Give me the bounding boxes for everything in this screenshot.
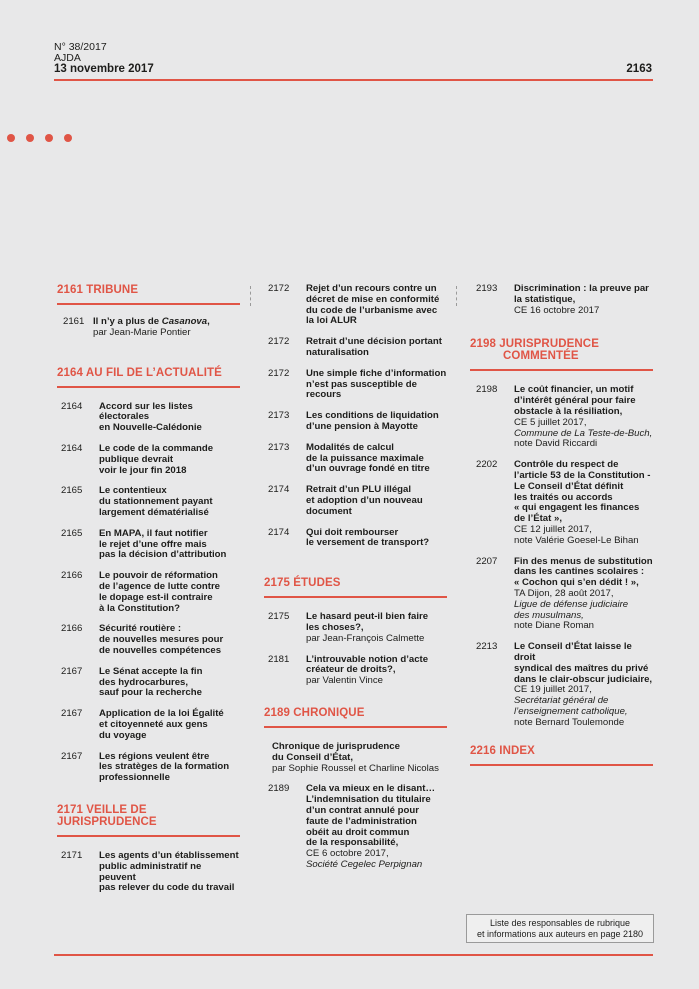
dot-icon	[7, 134, 15, 142]
toc-entry[interactable]	[61, 851, 240, 894]
notice-box: Liste des responsables de rubrique et informations aux auteurs en page 2180	[466, 914, 654, 943]
toc-entry[interactable]	[476, 557, 653, 633]
entry-page: 2167	[61, 708, 83, 720]
section-veille	[57, 804, 240, 894]
entry-title: Il n’y a plus de Casanova,	[93, 316, 210, 327]
entry-title: Les régions veulent être les stratèges de la formation professionnelle	[99, 750, 230, 784]
entry-page: 2189	[268, 783, 290, 795]
issue-number: N° 38/2017	[54, 41, 107, 53]
entry-title: Retrait d’un PLU illégal et adoption d’un nouveau document	[306, 484, 423, 517]
section-index	[470, 745, 653, 766]
entry-reference: CE 16 octobre 2017	[514, 304, 600, 316]
section-heading[interactable]: 2164 AU FIL DE L’ACTUALITÉ	[57, 367, 240, 388]
issue-date: 13 novembre 2017	[54, 63, 154, 75]
entry-title: Le coût financier, un motif d’intérêt général pour faire obstacle à la résiliation,	[514, 384, 636, 417]
entry-list	[57, 851, 240, 894]
entry-list	[470, 385, 653, 728]
page-number: 2163	[626, 63, 652, 75]
entry-title: Le contentieux du stationnement payant largement dématérialisé	[99, 485, 213, 518]
entry-case-name: Ligue de défense judiciaire des musulmans,	[514, 598, 629, 621]
entry-reference: CE 19 juillet 2017,	[514, 684, 592, 696]
entry-page: 2174	[268, 526, 290, 538]
toc-entry[interactable]	[268, 612, 447, 644]
dot-icon	[26, 134, 34, 142]
toc-entry[interactable]	[61, 709, 240, 741]
entry-page: 2173	[268, 410, 290, 422]
entry-title: Modalités de calcul de la puissance maximale d’un ouvrage fondé en titre	[306, 441, 430, 475]
toc-entry[interactable]	[268, 369, 447, 401]
entry-author: par Sophie Roussel et Charline Nicolas	[272, 762, 439, 774]
entry-reference: par Jean-François Calmette	[306, 632, 425, 644]
toc-entry[interactable]	[476, 284, 653, 316]
toc-entry[interactable]	[61, 402, 240, 434]
toc-entry[interactable]	[61, 624, 240, 656]
toc-entry[interactable]	[268, 784, 447, 870]
column-separator	[250, 286, 251, 306]
entry-page: 2193	[476, 283, 498, 294]
entry-page: 2165	[61, 527, 83, 539]
entry-author: par Jean-Marie Pontier	[93, 326, 191, 338]
entry-case-name: Secrétariat général de l’enseignement catholique,	[514, 695, 628, 717]
journal-name: AJDA	[54, 52, 81, 64]
entry-title: Le Sénat accepte la fin des hydrocarbures, sauf pour la recherche	[99, 665, 203, 699]
toc-entry[interactable]	[268, 655, 447, 687]
column-1	[57, 284, 240, 904]
entry-page: 2167	[61, 750, 83, 762]
entry-case-name: Société Cegelec Perpignan	[306, 858, 423, 870]
decorative-dots	[7, 134, 72, 142]
entry-title: Le pouvoir de réformation de l’agence de lutte contre le dopage est-il contraire à la Constitution?	[99, 570, 221, 614]
section-heading[interactable]: 2161 TRIBUNE	[57, 284, 240, 305]
toc-entry[interactable]	[268, 443, 447, 475]
toc-entry[interactable]	[61, 486, 240, 518]
section-actualite	[57, 367, 240, 784]
entry-reference: par Valentin Vince	[306, 675, 383, 687]
entry-page: 2213	[476, 641, 498, 653]
toc-entry[interactable]	[61, 571, 240, 614]
entry-page: 2172	[268, 336, 290, 348]
entry-page: 2175	[268, 611, 290, 623]
entry-page: 2198	[476, 384, 498, 396]
section-commentee	[470, 338, 653, 728]
entry-author: note Diane Roman	[514, 620, 594, 632]
section-chronique	[264, 707, 447, 871]
entry-author: note Bernard Toulemonde	[514, 716, 625, 728]
footer-rule	[54, 954, 653, 956]
entry-page: 2174	[268, 484, 290, 496]
entry-page: 2167	[61, 665, 83, 677]
dot-icon	[64, 134, 72, 142]
entry-title: Les conditions de liquidation d’une pension à Mayotte	[306, 410, 439, 432]
entry-page: 2164	[61, 400, 83, 412]
section-heading[interactable]: 2175 ÉTUDES	[264, 577, 447, 598]
entry-reference: CE 6 octobre 2017,	[306, 848, 389, 860]
entry-title: Une simple fiche d’information n’est pas susceptible de recours	[306, 367, 447, 401]
toc-entry[interactable]	[61, 667, 240, 699]
section-heading[interactable]: 2198 JURISPRUDENCE COMMENTÉE	[470, 338, 653, 371]
entry-author: note Valérie Goesel-Le Bihan	[514, 534, 639, 546]
entry-title: Accord sur les listes électorales en Nouvelle-Calédonie	[99, 400, 202, 434]
entry-title: En MAPA, il faut notifier le rejet d’une offre mais pas la décision d’attribution	[99, 527, 227, 561]
entry-title: Sécurité routière : de nouvelles mesures pour de nouvelles compétences	[99, 623, 224, 656]
entry-list	[57, 402, 240, 784]
entry-list	[264, 612, 447, 687]
entry-page: 2207	[476, 555, 498, 567]
entry-author: note David Riccardi	[514, 438, 598, 450]
entry-title: Les agents d’un établissement public administratif ne peuvent pas relever du code du travail	[99, 849, 239, 894]
column-separator	[456, 286, 457, 306]
entry-page: 2171	[61, 849, 83, 861]
toc-entry[interactable]	[268, 284, 447, 327]
entry-title: Le Conseil d’État laisse le droit syndical des maîtres du privé dans le clair-obscur judiciaire,	[514, 641, 653, 685]
chronique-intro[interactable]	[272, 742, 447, 774]
toc-entry[interactable]	[476, 385, 653, 450]
entry-reference: CE 5 juillet 2017,	[514, 416, 587, 428]
entry-title: Qui doit rembourser le versement de transport?	[306, 526, 430, 549]
entry-page: 2202	[476, 459, 498, 471]
toc-entry[interactable]	[476, 642, 653, 728]
toc-entry[interactable]	[61, 444, 240, 476]
entry-case-name: Commune de La Teste-de-Buch,	[514, 427, 653, 439]
entry-title: Contrôle du respect de l’article 53 de la Constitution - Le Conseil d’État définit les traités ou accords « qui engagent les finances de l’État »,	[514, 459, 651, 525]
entry-reference: CE 12 juillet 2017,	[514, 523, 592, 535]
dot-icon	[45, 134, 53, 142]
entry-page: 2166	[61, 570, 83, 582]
entry-title: Retrait d’une décision portant naturalisation	[306, 336, 442, 358]
section-etudes	[264, 577, 447, 687]
toc-entry[interactable]	[268, 411, 447, 433]
entry-list	[470, 284, 653, 316]
entry-page: 2173	[268, 441, 290, 453]
entry-page: 2172	[268, 367, 290, 379]
entry-title: Discrimination : la preuve par la statistique,	[514, 283, 649, 305]
entry-title: L’introuvable notion d’acte créateur de droits?,	[306, 653, 429, 676]
entry-title: Chronique de jurisprudence du Conseil d’État,	[272, 740, 400, 763]
section-tribune	[57, 284, 240, 339]
section-heading[interactable]: 2171 VEILLE DE JURISPRUDENCE	[57, 804, 240, 837]
entry-title: Le code de la commande publique devrait voir le jour fin 2018	[99, 442, 214, 476]
column-2	[264, 284, 447, 881]
entry-list	[264, 784, 447, 870]
entry-page: 2166	[61, 623, 83, 635]
entry-title: Le hasard peut-il bien faire les choses?,	[306, 611, 429, 633]
entry-page: 2172	[268, 283, 290, 294]
entry-title: Application de la loi Égalité et citoyenneté aux gens du voyage	[99, 708, 224, 741]
entry-title: Fin des menus de substitution dans les cantines scolaires : « Cochon qui s’en dédit ! »,	[514, 555, 653, 589]
section-heading[interactable]: 2216 INDEX	[470, 745, 653, 766]
toc-entry[interactable]	[61, 752, 240, 784]
entry-title: Cela va mieux en le disant… L’indemnisation du titulaire d’un contrat annulé pour faute de l’administration obéit au droit commun de la responsabilité,	[306, 783, 436, 849]
entry-title: Rejet d’un recours contre un décret de mise en conformité du code de l’urbanisme avec la loi ALUR	[306, 283, 440, 327]
toc-entry[interactable]	[476, 460, 653, 546]
entry-page: 2164	[61, 442, 83, 454]
toc-entry[interactable]	[268, 528, 447, 550]
entry-list	[264, 284, 447, 549]
entry-page: 2181	[268, 653, 290, 665]
header-rule	[54, 79, 653, 81]
column-3	[470, 284, 653, 778]
toc-entry[interactable]	[268, 485, 447, 517]
toc-entry[interactable]	[268, 337, 447, 359]
section-heading[interactable]: 2189 CHRONIQUE	[264, 707, 447, 728]
entry-reference: TA Dijon, 28 août 2017,	[514, 587, 614, 599]
toc-entry[interactable]	[63, 317, 240, 339]
entry-page: 2165	[61, 485, 83, 497]
toc-entry[interactable]	[61, 529, 240, 561]
page-header	[54, 42, 154, 75]
entry-page: 2161	[63, 316, 85, 327]
